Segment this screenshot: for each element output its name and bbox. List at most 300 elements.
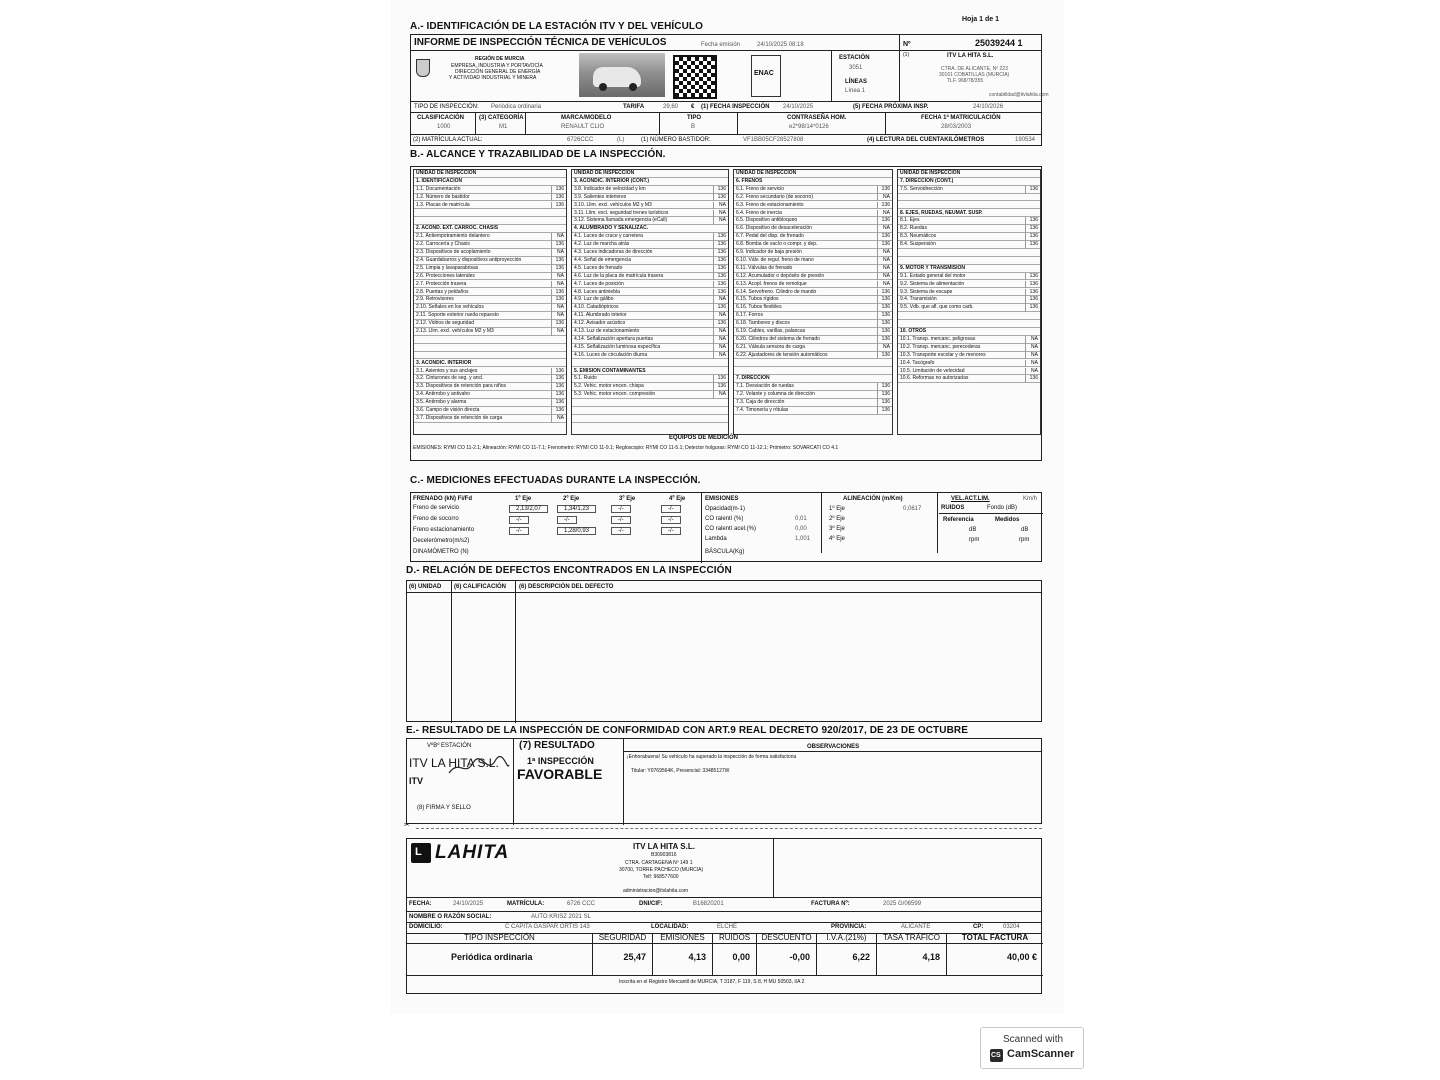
- brake-value-cell: -/-: [661, 516, 681, 524]
- inspection-unit-label: 4.10. Catadióptricos: [574, 304, 619, 311]
- invoice-column: [407, 933, 593, 975]
- inspection-unit-label: 6.2. Freno secundario (de socorro): [736, 193, 813, 200]
- inspection-unit-row: [734, 265, 892, 273]
- inspection-unit-row: [414, 170, 566, 178]
- inspection-unit-row: [898, 233, 1040, 241]
- inspection-unit-row: [734, 273, 892, 281]
- inspection-unit-row: [898, 202, 1040, 210]
- inspection-unit-label: 6.9. Indicador de baja presión: [736, 249, 802, 255]
- camscanner-logo-icon: CS: [990, 1049, 1003, 1062]
- invoice-column-header: EMISIONES: [660, 933, 705, 942]
- inspection-unit-label: 3.3. Dispositivos de retención para niños: [416, 383, 507, 390]
- inspection-unit-value: 136: [551, 407, 565, 415]
- alignment-axle-label: 2º Eje: [829, 516, 845, 522]
- inspection-unit-value: 136: [713, 383, 727, 391]
- inspection-unit-value: NA: [551, 273, 565, 281]
- inspection-unit-label: 6.10. Válv. de regul. freno de mano: [736, 256, 814, 263]
- station-approval-label: VºBº ESTACIÓN: [427, 743, 472, 749]
- inspection-unit-row: [734, 296, 892, 304]
- inspection-unit-label: 6.11. Válvulas de frenado: [736, 264, 793, 271]
- inspection-unit-value: 136: [877, 320, 891, 328]
- invoice-column-value: 4,18: [922, 952, 940, 962]
- invoice-date-row: FECHA: 24/10/2025 MATRÍCULA: 6726 CCC DNI/CIF: B16820201 FACTURA Nº: 2025 G/06599: [409, 901, 922, 907]
- inspection-unit-label: 6.19. Cables, varillas, palancas: [736, 328, 806, 334]
- inspection-unit-row: [414, 328, 566, 336]
- inspection-unit-value: 136: [551, 241, 565, 249]
- inspection-unit-value: 136: [713, 281, 727, 289]
- inspection-unit-label: 6.1. Freno de servicio: [736, 185, 785, 192]
- inspection-unit-row: [898, 312, 1040, 320]
- inspection-unit-row: [734, 233, 892, 241]
- region-crest-icon: [416, 59, 430, 77]
- inspection-unit-value: NA: [1025, 336, 1039, 344]
- inspection-unit-row: [572, 328, 728, 336]
- station-stamp: ITV LA HITA S.L. ITV: [407, 753, 511, 789]
- inspection-unit-label: 6.16. Tubos flexibles: [736, 304, 782, 311]
- inspection-unit-row: [572, 273, 728, 281]
- registry-text: Inscrita en el Registro Mercantil de MURCIA, T 3187, F 119, S 8, H MU 50503, I/A 2: [619, 979, 805, 985]
- brake-value-cell: -/-: [557, 516, 577, 524]
- inspection-unit-value: 136: [1025, 281, 1039, 289]
- inspection-unit-value: NA: [713, 296, 727, 304]
- axle-3-header: 3º Eje: [619, 496, 636, 502]
- inspection-unit-label: 5.3. Vehic. motor encen. compresión: [574, 391, 656, 398]
- operator-email: contabilidad@itvlahita.com: [989, 92, 1049, 98]
- vin-value: VF1BB05CF28527808: [743, 137, 804, 143]
- invoice-column: [817, 933, 877, 975]
- inspection-unit-row: [734, 304, 892, 312]
- inspection-unit-value: 136: [1025, 273, 1039, 281]
- inspection-unit-value: 136: [551, 399, 565, 407]
- inspection-unit-value: NA: [551, 249, 565, 257]
- section-b-title: B.- ALCANCE Y TRAZABILIDAD DE LA INSPECCIÓN.: [410, 149, 666, 160]
- inspection-unit-label: 4.8. Luces antiniebla: [574, 288, 620, 295]
- inspection-unit-value: 136: [877, 399, 891, 407]
- inspection-unit-value: NA: [877, 194, 891, 202]
- inspection-unit-row: [898, 352, 1040, 360]
- inspection-unit-value: 136: [877, 186, 891, 194]
- inspection-unit-label: 4.16. Luces de circulación diurna: [574, 351, 648, 358]
- inspection-unit-label: 5.1. Ruido: [574, 375, 597, 382]
- next-inspection-label: (5) FECHA PRÓXIMA INSP.: [853, 104, 929, 110]
- inspection-unit-value: 136: [713, 249, 727, 257]
- station-value: 3051: [849, 65, 863, 71]
- inspection-unit-row: [734, 407, 892, 415]
- inspection-unit-value: NA: [713, 328, 727, 336]
- inspection-unit-row: [898, 289, 1040, 297]
- inspection-type-label: TIPO DE INSPECCIÓN:: [414, 104, 479, 110]
- inspection-unit-row: [414, 225, 566, 233]
- inspection-units-column-2: [571, 169, 729, 435]
- emission-label: CO ralentí acel.(%): [705, 526, 757, 532]
- inspection-unit-value: 136: [1025, 225, 1039, 233]
- inspection-unit-label: 6.20. Cilindros del sistema de frenado: [736, 335, 820, 342]
- lines-label: LÍNEAS: [845, 79, 868, 85]
- inspection-unit-value: 136: [551, 257, 565, 265]
- inspection-unit-label: 7.1. Desviación de ruedas: [736, 383, 794, 390]
- brake-row-label: Freno de servicio: [413, 505, 460, 511]
- region-line-1: REGIÓN DE MURCIA: [475, 56, 525, 62]
- invoice-column-header: TIPO INSPECCIÓN: [464, 933, 535, 942]
- inspection-unit-row: [414, 336, 566, 344]
- inspection-unit-row: [414, 289, 566, 297]
- inspection-unit-row: [572, 281, 728, 289]
- inspection-unit-value: 136: [551, 391, 565, 399]
- inspection-unit-label: 6.14. Servofreno. Cilindro de mando: [736, 288, 817, 295]
- invoice-column: [757, 933, 817, 975]
- cut-line: [416, 828, 1042, 829]
- inspection-unit-row: [898, 328, 1040, 336]
- inspection-unit-value: 136: [877, 241, 891, 249]
- inspection-unit-row: [572, 383, 728, 391]
- inspection-units-column-3: [733, 169, 893, 435]
- inspection-unit-value: 136: [1025, 217, 1039, 225]
- inspection-unit-row: [898, 344, 1040, 352]
- inspection-unit-value: 136: [713, 289, 727, 297]
- inspection-unit-row: [414, 241, 566, 249]
- inspection-unit-label: 6.8. Bomba de vacío o compr. y dep.: [736, 241, 818, 248]
- watermark-line-1: Scanned with: [1003, 1034, 1064, 1045]
- inspection-unit-row: [734, 217, 892, 225]
- signature-icon: [447, 753, 511, 779]
- alignment-axle-label: 3º Eje: [829, 526, 845, 532]
- inspection-unit-row: [572, 265, 728, 273]
- invoice-column: [713, 933, 757, 975]
- inspection-unit-label: 4.3. Luces indicadoras de dirección: [574, 249, 653, 255]
- section-c-box: [410, 492, 1042, 562]
- operator-address-3: TLF. 968/78/355: [947, 78, 984, 84]
- inspection-unit-label: 4.14. Señalización apertura puertas: [574, 335, 653, 342]
- inspection-unit-row: [572, 336, 728, 344]
- plate-value: 6726CCC: [567, 137, 594, 143]
- inspection-unit-value: NA: [713, 344, 727, 352]
- next-inspection-date: 24/10/2026: [973, 104, 1004, 110]
- inspection-unit-value: 136: [877, 202, 891, 210]
- axle-1-header: 1º Eje: [515, 496, 532, 502]
- inspection-date-label: (1) FECHA INSPECCIÓN: [701, 104, 770, 110]
- inspection-unit-row: [414, 407, 566, 415]
- inspection-unit-row: [414, 296, 566, 304]
- inspection-unit-row: [572, 407, 728, 415]
- inspection-unit-label: 6.13. Acopl. frenos de remolque: [736, 280, 807, 287]
- equipment-text: EMISIONES: RYMI CO 11-2.1; Alineación: RYMI CO 11-7.1; Frenometro: RYMI CO 11-9.1; Regloscopio: RYMI CO 11-5.1; Detector holguras: RYMI CO 11-12.1; Prómetro: SOVARCATI CO 4.1: [413, 445, 839, 451]
- inspection-unit-row: [734, 352, 892, 360]
- inspection-unit-label: 4.12. Avisador acústico: [574, 320, 626, 327]
- inspection-unit-value: NA: [877, 225, 891, 233]
- inspection-unit-row: [572, 257, 728, 265]
- invoice-column-value: Periódica ordinaria: [451, 952, 533, 962]
- inspection-unit-label: 4.4. Señal de emergencia: [574, 256, 631, 263]
- brake-value-cell: -/-: [509, 516, 529, 524]
- inspection-unit-label: 7.4. Timonería y rótulas: [736, 407, 789, 413]
- company-info: ITV LA HITA S.L. B30903816 CTRA. CARTAGENA Nº 149 1 30700, TORRE PACHECO (MURCIA) Telf: 968577600 administracion@itvlahita.com: [619, 842, 704, 894]
- inspection-unit-label: 8.4. Suspensión: [900, 241, 936, 248]
- inspection-unit-row: [898, 241, 1040, 249]
- inspection-unit-value: NA: [551, 281, 565, 289]
- inspection-unit-value: 136: [713, 375, 727, 383]
- observations-line-1: ¡Enhorabuena! Su vehículo ha superado la inspección de forma satisfactoria: [627, 754, 797, 760]
- alignment-axle-label: 4º Eje: [829, 536, 845, 542]
- inspection-type: Periódica ordinaria: [491, 104, 542, 110]
- inspection-unit-label: 10.2. Transp. mercanc. perecederas: [900, 343, 981, 350]
- brake-row-label: DINAMÓMETRO (N): [413, 549, 469, 555]
- inspection-unit-row: [734, 202, 892, 210]
- brake-value-cell: -/-: [509, 527, 529, 535]
- inspection-unit-label: 4.1. Luces de cruce y carretera: [574, 233, 643, 240]
- invoice-column-header: RUIDOS: [718, 933, 751, 942]
- inspection-unit-row: [572, 352, 728, 360]
- inspection-unit-row: [898, 265, 1040, 273]
- invoice: [406, 838, 1042, 994]
- inspection-unit-label: 3.4. Antirrobo y antivaho: [416, 391, 470, 398]
- inspection-unit-value: 136: [713, 257, 727, 265]
- inspection-unit-label: 6.6. Dispositivo de desaceleración: [736, 225, 812, 232]
- inspection-unit-value: NA: [877, 210, 891, 218]
- inspection-unit-label: 3.9. Salientes interiores: [574, 193, 627, 200]
- inspection-unit-row: [734, 391, 892, 399]
- inspection-unit-row: [734, 368, 892, 376]
- brake-value-cell: -/-: [611, 516, 631, 524]
- result-box: [406, 738, 1042, 824]
- inspection-unit-label: 2.5. Limpia y lavaparabrisas: [416, 264, 479, 271]
- inspection-unit-label: 6.18. Tambores y discos: [736, 320, 790, 327]
- plate-suffix: (L): [617, 137, 625, 143]
- axle-4-header: 4º Eje: [669, 496, 686, 502]
- odometer-label: (4) LECTURA DEL CUENTAKILÓMETROS: [867, 137, 985, 143]
- camscanner-watermark: [980, 1027, 1084, 1069]
- inspection-unit-label: 3.10. Llim. excl. vehículos M2 y M3: [574, 201, 652, 208]
- inspection-unit-value: NA: [551, 233, 565, 241]
- inspection-unit-label: 9.3. Sistema de escape: [900, 288, 953, 295]
- inspection-unit-row: [414, 312, 566, 320]
- inspection-unit-value: 136: [713, 186, 727, 194]
- inspection-unit-label: 2. ACOND. EXT. CARROC. CHASIS: [416, 225, 499, 232]
- inspection-unit-value: NA: [877, 344, 891, 352]
- inspection-unit-row: [734, 312, 892, 320]
- brake-row-label: Freno estacionamiento: [413, 527, 475, 533]
- inspection-unit-row: [572, 344, 728, 352]
- inspection-unit-row: [414, 249, 566, 257]
- inspection-unit-value: NA: [877, 265, 891, 273]
- brake-value-cell: -/-: [661, 505, 681, 513]
- inspection-unit-label: 2.1. Antiempotramiento delantero: [416, 233, 490, 240]
- inspection-unit-value: NA: [1025, 368, 1039, 376]
- inspection-unit-value: NA: [713, 352, 727, 360]
- inspection-unit-value: 136: [877, 407, 891, 415]
- inspection-unit-row: [414, 383, 566, 391]
- section-b-box: [410, 166, 1042, 461]
- inspection-unit-label: 10.3. Transporte escolar y de menores: [900, 351, 986, 358]
- inspection-unit-row: [898, 194, 1040, 202]
- inspection-unit-row: [898, 281, 1040, 289]
- inspection-unit-value: NA: [551, 328, 565, 336]
- inspection-unit-row: [414, 202, 566, 210]
- inspection-unit-value: 136: [1025, 289, 1039, 297]
- inspection-unit-value: NA: [551, 312, 565, 320]
- inspection-unit-row: [898, 249, 1040, 257]
- tariff-label: TARIFA: [623, 104, 645, 110]
- inspection-unit-value: 136: [877, 328, 891, 336]
- inspection-unit-value: 136: [551, 383, 565, 391]
- brake-value-cell: 1,34/1,23: [557, 505, 596, 513]
- inspection-unit-label: 4. ALUMBRADO Y SEÑALIZAC.: [574, 225, 649, 232]
- inspection-unit-label: 2.13. Llim. excl. vehículos M2 y M3: [416, 328, 494, 334]
- inspection-unit-value: 136: [877, 391, 891, 399]
- inspection-unit-row: [414, 265, 566, 273]
- inspection-unit-label: 6. FRENOS: [736, 177, 763, 184]
- inspection-unit-value: NA: [713, 217, 727, 225]
- inspection-unit-value: 136: [713, 273, 727, 281]
- vehicle-photo: [579, 53, 665, 97]
- inspection-unit-row: [414, 186, 566, 194]
- inspection-unit-label: 2.2. Carrocería y Chasis: [416, 241, 470, 248]
- inspection-unit-value: NA: [877, 273, 891, 281]
- inspection-unit-label: 6.15. Tubos rígidos: [736, 296, 779, 303]
- invoice-column-value: 6,22: [852, 952, 870, 962]
- inspection-unit-label: 4.6. Luz de la placa de matrícula trasera: [574, 272, 664, 279]
- invoice-column-value: -0,00: [789, 952, 810, 962]
- inspection-unit-label: 9.5. Vdb. que afl. que como carb.: [900, 304, 974, 311]
- plate-label: (2) MATRÍCULA ACTUAL:: [413, 137, 483, 143]
- inspection-unit-label: 6.22. Ajustadores de tensión automáticos: [736, 351, 828, 358]
- inspection-unit-row: [414, 281, 566, 289]
- inspection-unit-label: 9.2. Sistema de alimentación: [900, 280, 965, 287]
- inspection-unit-row: [414, 233, 566, 241]
- inspection-unit-label: 1.1. Documentación: [416, 185, 461, 192]
- inspection-unit-row: [572, 210, 728, 218]
- alignment-table: ALINEACIÓN (m/Km) 1º Eje 0,0617 2º Eje 3º Eje 4º Eje: [829, 496, 922, 542]
- brake-value-cell: -/-: [611, 505, 631, 513]
- odometer-value: 190534: [1015, 137, 1036, 143]
- lines-value: Línea 1: [845, 88, 866, 94]
- inspection-unit-row: [734, 360, 892, 368]
- inspection-unit-row: [898, 296, 1040, 304]
- inspection-unit-value: 136: [551, 320, 565, 328]
- tariff-value: 29,60: [663, 104, 679, 110]
- equipment-title: EQUIPOS DE MEDICIÓN: [669, 435, 739, 441]
- inspection-unit-value: NA: [877, 249, 891, 257]
- inspection-unit-value: 136: [1025, 304, 1039, 312]
- section-a-box: [410, 34, 1049, 146]
- inspection-unit-row: [572, 170, 728, 178]
- inspection-unit-label: 3.2. Cinturones de seg. y ancl.: [416, 375, 484, 382]
- inspection-unit-value: 136: [877, 289, 891, 297]
- invoice-column-header: I.V.A.(21%): [826, 933, 867, 942]
- inspection-unit-row: [414, 344, 566, 352]
- inspection-unit-row: [898, 320, 1040, 328]
- inspection-unit-label: 3.7. Dispositivos de retención de carga: [416, 414, 503, 421]
- tariff-unit: €: [691, 104, 695, 110]
- inspection-unit-row: [898, 360, 1040, 368]
- invoice-column-header: TASA TRÁFICO: [882, 933, 941, 942]
- inspection-unit-row: [414, 320, 566, 328]
- inspection-unit-row: [414, 210, 566, 218]
- inspection-unit-value: NA: [713, 312, 727, 320]
- invoice-column-value: 4,13: [688, 952, 706, 962]
- inspection-unit-label: 8. EJES, RUEDAS, NEUMAT. SUSP.: [900, 209, 983, 216]
- defects-table: [406, 580, 1042, 722]
- inspection-unit-row: [414, 257, 566, 265]
- inspection-unit-label: 3.12. Sistema llamada emergencia (eCall): [574, 217, 668, 224]
- defect-description-header: (6) DESCRIPCIÓN DEL DEFECTO: [519, 584, 614, 590]
- inspection-unit-value: 136: [1025, 241, 1039, 249]
- vin-label: (1) NÚMERO BASTIDOR:: [641, 137, 711, 143]
- inspection-unit-row: [414, 360, 566, 368]
- inspection-unit-label: 7.3. Caja de dirección: [736, 399, 785, 406]
- inspection-unit-value: 136: [877, 336, 891, 344]
- inspection-unit-label: 6.12. Acumulador o depósito de presión: [736, 272, 825, 279]
- inspection-unit-value: 136: [713, 265, 727, 273]
- inspection-unit-label: 1.3. Placas de matrícula: [416, 201, 470, 208]
- inspection-unit-row: [572, 233, 728, 241]
- inspection-unit-label: 6.21. Válvula sensora de carga: [736, 343, 805, 350]
- section-a-title: A.- IDENTIFICACIÓN DE LA ESTACIÓN ITV Y DEL VEHÍCULO: [410, 21, 703, 32]
- customer-address-row: DOMICILIO: C CAPITA GASPAR ORTIS 143 LOCALIDAD: ELCHE PROVINCIA: ALICANTE CP: 03204: [409, 924, 1020, 930]
- section-e-title: E.- RESULTADO DE LA INSPECCIÓN DE CONFORMIDAD CON ART.9 REAL DECRETO 920/2017, DE 23 DE OCTUBRE: [406, 725, 968, 736]
- inspection-unit-row: [734, 186, 892, 194]
- emission-value: 0,01: [795, 516, 807, 522]
- inspection-unit-label: 2.9. Retrovisores: [416, 296, 454, 303]
- inspection-unit-row: [572, 399, 728, 407]
- inspection-unit-label: 4.5. Luces de frenado: [574, 264, 623, 271]
- scale-label: BÁSCULA(Kg): [705, 549, 745, 555]
- inspection-unit-label: 2.4. Guardabarros y dispositivos antiproyección: [416, 256, 522, 263]
- inspection-units-column-1: [413, 169, 567, 435]
- inspection-unit-row: [898, 273, 1040, 281]
- inspection-unit-label: 3.11. Llim. excl. seguridad trenes turísticos: [574, 209, 669, 216]
- inspection-unit-value: 136: [877, 233, 891, 241]
- inspection-unit-label: 2.12. Vidrios de seguridad: [416, 320, 475, 327]
- invoice-column: [593, 933, 653, 975]
- inspection-unit-label: UNIDAD DE INSPECCIÓN: [736, 170, 797, 176]
- inspection-unit-value: NA: [713, 210, 727, 218]
- inspection-unit-label: 4.7. Luces de posición: [574, 280, 624, 287]
- inspection-unit-label: 1. IDENTIFICACIÓN: [416, 177, 463, 184]
- inspection-unit-label: 2.11. Soporte exterior rueda repuesto: [416, 312, 499, 319]
- observations-label: OBSERVACIONES: [807, 744, 860, 750]
- emission-label: CO ralentí (%): [705, 516, 744, 522]
- inspection-unit-row: [572, 186, 728, 194]
- inspection-unit-row: [734, 257, 892, 265]
- inspection-unit-label: 10.6. Reformas no autorizadas: [900, 375, 969, 382]
- inspection-unit-row: [898, 257, 1040, 265]
- inspection-unit-row: [414, 375, 566, 383]
- inspection-unit-row: [572, 360, 728, 368]
- section-c-title: C.- MEDICIONES EFECTUADAS DURANTE LA INSPECCIÓN.: [410, 475, 701, 486]
- inspection-unit-value: 136: [877, 304, 891, 312]
- observations-line-2: Titular: Y0769564K, Presencial: 33485127W: [631, 768, 730, 774]
- invoice-column-value: 0,00: [732, 952, 750, 962]
- invoice-column-value: 25,47: [623, 952, 646, 962]
- inspection-unit-row: [572, 249, 728, 257]
- issue-date-label: Fecha emisión: [701, 42, 741, 48]
- inspection-unit-value: 136: [1025, 296, 1039, 304]
- inspection-unit-value: 136: [551, 289, 565, 297]
- invoice-column-value: 40,00 €: [1006, 952, 1037, 962]
- invoice-column: [877, 933, 947, 975]
- inspection-unit-row: [734, 178, 892, 186]
- inspection-unit-value: NA: [551, 304, 565, 312]
- brake-row-label: Decelerómetro(m/s2): [413, 538, 470, 544]
- inspection-unit-row: [898, 225, 1040, 233]
- section-d-title: D.- RELACIÓN DE DEFECTOS ENCONTRADOS EN LA INSPECCIÓN: [406, 565, 732, 576]
- inspection-unit-label: 7.2. Volante y columna de dirección: [736, 391, 815, 398]
- inspection-unit-value: 136: [1025, 186, 1039, 194]
- inspection-unit-label: 4.9. Luz de gálibo: [574, 296, 614, 303]
- inspection-unit-row: [572, 178, 728, 186]
- inspection-unit-row: [572, 391, 728, 399]
- inspection-unit-row: [898, 375, 1040, 383]
